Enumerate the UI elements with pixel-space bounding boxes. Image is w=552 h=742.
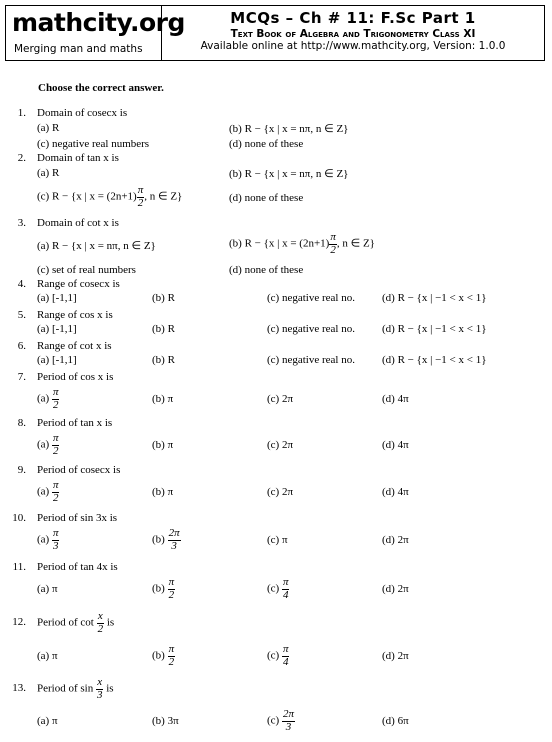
question-text-tail: is (106, 616, 115, 629)
question-number: 8. (17, 417, 26, 429)
page-title: MCQs – Ch # 11: F.Sc Part 1 (230, 9, 476, 27)
option-b: (b) R (152, 292, 175, 304)
option-d: (d) 4π (382, 486, 409, 498)
option-a: (a) [-1,1] (37, 292, 77, 304)
fraction (282, 709, 295, 733)
fraction (282, 577, 290, 601)
option-b: (b) π (152, 393, 174, 405)
logo-box (6, 6, 185, 60)
numerator: x (97, 676, 103, 688)
option-b: (b) R − {x | x = nπ, n ∈ Z} (229, 168, 349, 180)
fraction (168, 644, 176, 668)
option-a: (a) [-1,1] (37, 354, 77, 366)
fraction (52, 433, 60, 457)
tagline: Merging man and maths (14, 43, 143, 55)
fraction (168, 577, 176, 601)
denominator: 3 (171, 539, 177, 552)
question-text: Domain of cosecx is (37, 107, 128, 119)
option-b: (b) R − {x | x = nπ, n ∈ Z} (229, 123, 349, 135)
numerator: π (52, 386, 59, 398)
question-text: Period of tan x is (37, 417, 113, 429)
question-text-lead: Period of cot (37, 616, 94, 629)
option-c (267, 644, 289, 668)
question-text: Period of tan 4x is (37, 561, 118, 573)
option-a-label: (a) (37, 485, 50, 498)
fraction (96, 677, 104, 701)
option-b (152, 577, 175, 601)
option-a-label: (a) (37, 533, 50, 546)
question-number: 11. (12, 561, 26, 573)
option-b-label: (b) (152, 582, 165, 595)
denominator: 2 (330, 243, 336, 256)
denominator: 2 (52, 444, 59, 457)
option-c (267, 709, 295, 733)
denominator: 2 (52, 491, 59, 504)
denominator: 4 (282, 588, 289, 601)
question-number: 5. (17, 309, 26, 321)
option-b: (b) π (152, 439, 174, 451)
question-text-lead: Period of sin (37, 682, 94, 695)
numerator: 2π (282, 708, 294, 720)
option-a: (a) π (37, 715, 58, 727)
denominator: 4 (282, 655, 289, 668)
option-b: (b) 3π (152, 715, 179, 727)
question-number: 9. (17, 464, 26, 476)
option-c-label: (c) (267, 714, 280, 727)
option-d: (d) R − {x | −1 < x < 1} (382, 323, 487, 335)
option-d: (d) 2π (382, 650, 409, 662)
question-text: Range of cot x is (37, 340, 112, 352)
denominator: 3 (285, 720, 292, 733)
option-b: (b) R (152, 354, 175, 366)
option-a-label: (a) (37, 438, 50, 451)
numerator: 2π (168, 527, 180, 539)
option-c (37, 185, 182, 209)
numerator: π (168, 576, 175, 588)
fraction (168, 528, 181, 552)
question-number: 13. (12, 682, 26, 694)
option-d: (d) R − {x | −1 < x < 1} (382, 354, 487, 366)
question-text (37, 677, 114, 701)
option-c: (c) 2π (267, 439, 294, 451)
question-number: 2. (17, 152, 26, 164)
option-b-label: (b) (152, 649, 165, 662)
option-b-tail: , n ∈ Z} (336, 237, 375, 250)
fraction (97, 611, 105, 635)
option-a: (a) R (37, 167, 60, 179)
option-d: (d) none of these (229, 264, 304, 276)
denominator: 2 (168, 588, 175, 601)
option-c: (c) 2π (267, 393, 294, 405)
question-number: 3. (17, 217, 26, 229)
denominator: 2 (137, 196, 144, 209)
option-d: (d) 4π (382, 439, 409, 451)
numerator: π (282, 643, 289, 655)
option-a (37, 387, 59, 411)
fraction (52, 528, 60, 552)
question-number: 1. (17, 107, 26, 119)
title-box (162, 6, 544, 60)
document-header (5, 5, 545, 61)
option-a (37, 480, 59, 504)
fraction (52, 387, 60, 411)
option-d: (d) none of these (229, 192, 304, 204)
question-text: Range of cosecx is (37, 278, 120, 290)
question-number: 4. (17, 278, 26, 290)
denominator: 2 (52, 398, 59, 411)
availability-note: Available online at http://www.mathcity.org, Version: 1.0.0 (200, 40, 506, 52)
question-text-tail: is (106, 682, 114, 695)
option-d: (d) 2π (382, 583, 409, 595)
option-c (267, 577, 289, 601)
denominator: 2 (168, 655, 175, 668)
denominator: 3 (52, 539, 59, 552)
fraction (52, 480, 60, 504)
denominator: 2 (97, 622, 104, 635)
option-c: (c) negative real numbers (37, 138, 150, 150)
question-number: 6. (17, 340, 26, 352)
option-b-text: (b) R − {x | x = (2n+1) (229, 237, 330, 250)
question-number: 10. (12, 512, 26, 524)
option-b (152, 528, 181, 552)
question-text: Period of sin 3x is (37, 512, 118, 524)
question-text (37, 611, 114, 635)
option-d: (d) 4π (382, 393, 409, 405)
question-text: Period of cos x is (37, 371, 114, 383)
numerator: π (282, 576, 289, 588)
numerator: x (97, 610, 103, 622)
option-a: (a) R − {x | x = nπ, n ∈ Z} (37, 240, 156, 252)
question-text: Domain of cot x is (37, 217, 119, 229)
option-d: (d) R − {x | −1 < x < 1} (382, 292, 487, 304)
fraction (282, 644, 290, 668)
option-c-text: (c) R − {x | x = (2n+1) (37, 190, 137, 203)
option-a: (a) π (37, 650, 58, 662)
page-subtitle: Text Book of Algebra and Trigonometry Class XI (230, 28, 476, 40)
option-c-label: (c) (267, 582, 280, 595)
option-d: (d) 6π (382, 715, 409, 727)
option-c-label: (c) (267, 649, 280, 662)
numerator: π (168, 643, 175, 655)
numerator: π (330, 231, 336, 243)
option-c: (c) negative real no. (267, 292, 355, 304)
option-a: (a) π (37, 583, 58, 595)
question-number: 7. (17, 371, 26, 383)
option-a-label: (a) (37, 392, 50, 405)
fraction (329, 232, 337, 256)
denominator: 3 (96, 688, 103, 701)
option-c: (c) set of real numbers (37, 264, 136, 276)
numerator: π (137, 184, 144, 196)
option-c-tail: , n ∈ Z} (144, 190, 183, 203)
option-b (229, 232, 375, 256)
question-text: Range of cos x is (37, 309, 113, 321)
option-c: (c) π (267, 534, 288, 546)
option-b-label: (b) (152, 533, 165, 546)
option-d: (d) none of these (229, 138, 304, 150)
option-a: (a) [-1,1] (37, 323, 77, 335)
option-c: (c) 2π (267, 486, 294, 498)
instruction: Choose the correct answer. (38, 82, 164, 94)
numerator: π (52, 432, 59, 444)
option-b: (b) R (152, 323, 175, 335)
option-a (37, 528, 59, 552)
question-number: 12. (12, 616, 26, 628)
numerator: π (52, 479, 59, 491)
question-text: Period of cosecx is (37, 464, 121, 476)
site-logo: mathcity.org (12, 8, 185, 37)
question-text: Domain of tan x is (37, 152, 119, 164)
numerator: π (52, 527, 59, 539)
option-a (37, 433, 59, 457)
option-a: (a) R (37, 122, 60, 134)
option-d: (d) 2π (382, 534, 409, 546)
option-b: (b) π (152, 486, 174, 498)
option-c: (c) negative real no. (267, 354, 355, 366)
option-c: (c) negative real no. (267, 323, 355, 335)
option-b (152, 644, 175, 668)
